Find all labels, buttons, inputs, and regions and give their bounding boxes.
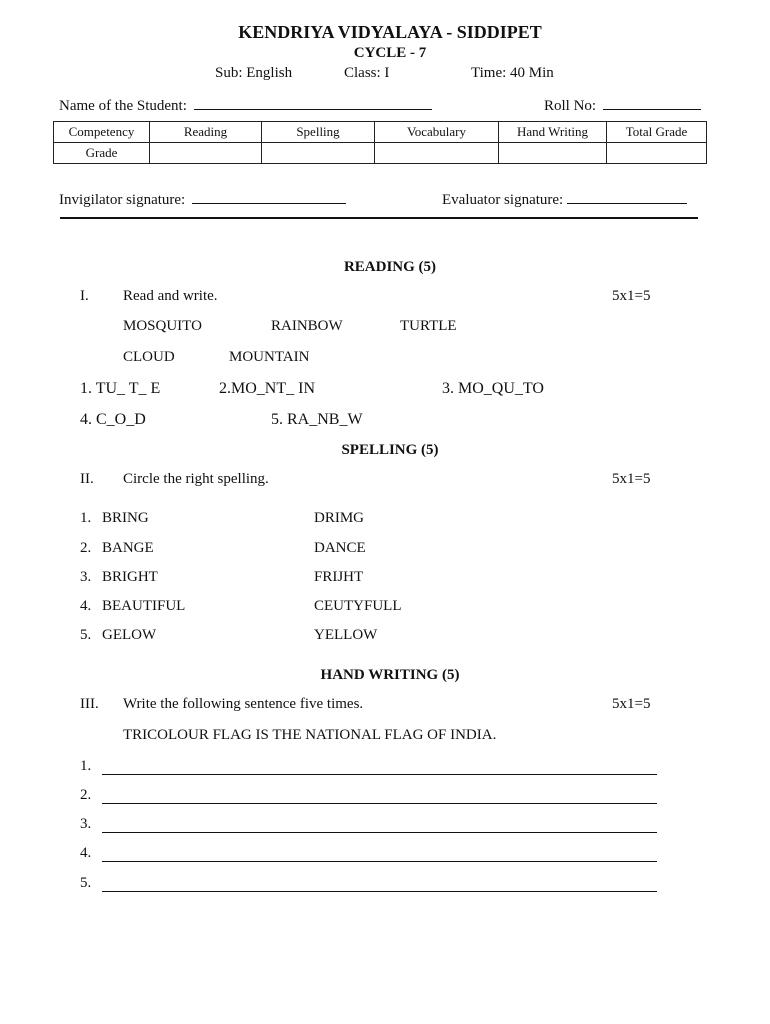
roll-no-label: Roll No: bbox=[544, 98, 597, 114]
subject-label: Sub: English bbox=[215, 65, 293, 81]
writing-line-number: 2. bbox=[80, 787, 92, 803]
student-name-blank[interactable] bbox=[194, 95, 432, 110]
roll-no-row bbox=[544, 95, 701, 115]
grade-table-header: Vocabulary bbox=[375, 122, 499, 143]
grade-cell-hand-writing[interactable] bbox=[499, 143, 607, 164]
writing-line[interactable] bbox=[102, 891, 657, 892]
grade-cell-vocabulary[interactable] bbox=[375, 143, 499, 164]
roll-no-blank[interactable] bbox=[603, 95, 701, 110]
spelling-item-number: 1. bbox=[80, 510, 92, 526]
invigilator-label: Invigilator signature: bbox=[59, 192, 186, 208]
student-name-label: Name of the Student: bbox=[59, 98, 187, 114]
evaluator-row bbox=[442, 189, 687, 209]
word-bank-item: CLOUD bbox=[123, 349, 175, 365]
spelling-option-b[interactable]: YELLOW bbox=[314, 627, 378, 643]
reading-question: 5. RA_NB_W bbox=[271, 411, 363, 428]
spelling-option-b[interactable]: CEUTYFULL bbox=[314, 598, 402, 614]
spelling-item-number: 5. bbox=[80, 627, 92, 643]
grade-table-header: Hand Writing bbox=[499, 122, 607, 143]
spelling-option-a[interactable]: BANGE bbox=[102, 540, 154, 556]
handwriting-instruction: Write the following sentence five times. bbox=[123, 696, 364, 712]
grade-table-header: Competency bbox=[54, 122, 150, 143]
grade-cell-spelling[interactable] bbox=[262, 143, 375, 164]
writing-line-number: 3. bbox=[80, 816, 92, 832]
word-bank-item: MOSQUITO bbox=[123, 318, 202, 334]
time-label: Time: 40 Min bbox=[471, 65, 554, 81]
class-label: Class: I bbox=[344, 65, 390, 81]
grade-table-header: Reading bbox=[150, 122, 262, 143]
reading-question: 2.MO_NT_ IN bbox=[219, 380, 315, 397]
evaluator-label: Evaluator signature: bbox=[442, 192, 564, 208]
invigilator-row bbox=[59, 189, 346, 209]
spelling-option-b[interactable]: DANCE bbox=[314, 540, 366, 556]
spelling-item-number: 4. bbox=[80, 598, 92, 614]
reading-question: 3. MO_QU_TO bbox=[442, 380, 544, 397]
spelling-item-number: 2. bbox=[80, 540, 92, 556]
grade-table bbox=[53, 121, 707, 164]
spelling-item-number: 3. bbox=[80, 569, 92, 585]
spelling-option-a[interactable]: BRING bbox=[102, 510, 149, 526]
spelling-marks: 5x1=5 bbox=[612, 471, 651, 487]
reading-section-title: READING (5) bbox=[343, 259, 437, 275]
reading-question: 4. C_O_D bbox=[80, 411, 146, 428]
spelling-option-a[interactable]: GELOW bbox=[102, 627, 157, 643]
writing-line[interactable] bbox=[102, 861, 657, 862]
word-bank-item: RAINBOW bbox=[271, 318, 343, 334]
writing-line[interactable] bbox=[102, 774, 657, 775]
writing-line[interactable] bbox=[102, 832, 657, 833]
school-title: KENDRIYA VIDYALAYA - SIDDIPET bbox=[238, 22, 542, 42]
writing-line-number: 4. bbox=[80, 845, 92, 861]
grade-table-header-row bbox=[54, 122, 707, 143]
writing-line[interactable] bbox=[102, 803, 657, 804]
reading-marks: 5x1=5 bbox=[612, 288, 651, 304]
reading-number: I. bbox=[80, 288, 89, 304]
spelling-option-b[interactable]: DRIMG bbox=[314, 510, 365, 526]
handwriting-sentence: TRICOLOUR FLAG IS THE NATIONAL FLAG OF INDIA. bbox=[123, 727, 497, 743]
spelling-number: II. bbox=[80, 471, 94, 487]
reading-instruction: Read and write. bbox=[123, 288, 218, 304]
reading-question: 1. TU_ T_ E bbox=[80, 380, 161, 397]
invigilator-blank[interactable] bbox=[192, 189, 346, 204]
evaluator-blank[interactable] bbox=[567, 189, 687, 204]
handwriting-section-title: HAND WRITING (5) bbox=[320, 667, 460, 683]
grade-table-header: Spelling bbox=[262, 122, 375, 143]
grade-cell-reading[interactable] bbox=[150, 143, 262, 164]
student-name-row bbox=[59, 95, 432, 115]
handwriting-number: III. bbox=[80, 696, 99, 712]
grade-row-label: Grade bbox=[54, 143, 150, 164]
spelling-section-title: SPELLING (5) bbox=[341, 442, 439, 458]
spelling-option-a[interactable]: BEAUTIFUL bbox=[102, 598, 186, 614]
word-bank-item: TURTLE bbox=[400, 318, 457, 334]
writing-line-number: 1. bbox=[80, 758, 92, 774]
writing-line-number: 5. bbox=[80, 875, 92, 891]
cycle-label: CYCLE - 7 bbox=[353, 45, 427, 61]
grade-table-row bbox=[54, 143, 707, 164]
grade-cell-total[interactable] bbox=[607, 143, 707, 164]
word-bank-item: MOUNTAIN bbox=[229, 349, 310, 365]
spelling-option-b[interactable]: FRIJHT bbox=[314, 569, 364, 585]
handwriting-marks: 5x1=5 bbox=[612, 696, 651, 712]
header-divider bbox=[60, 217, 698, 219]
spelling-option-a[interactable]: BRIGHT bbox=[102, 569, 158, 585]
spelling-instruction: Circle the right spelling. bbox=[123, 471, 269, 487]
grade-table-header: Total Grade bbox=[607, 122, 707, 143]
